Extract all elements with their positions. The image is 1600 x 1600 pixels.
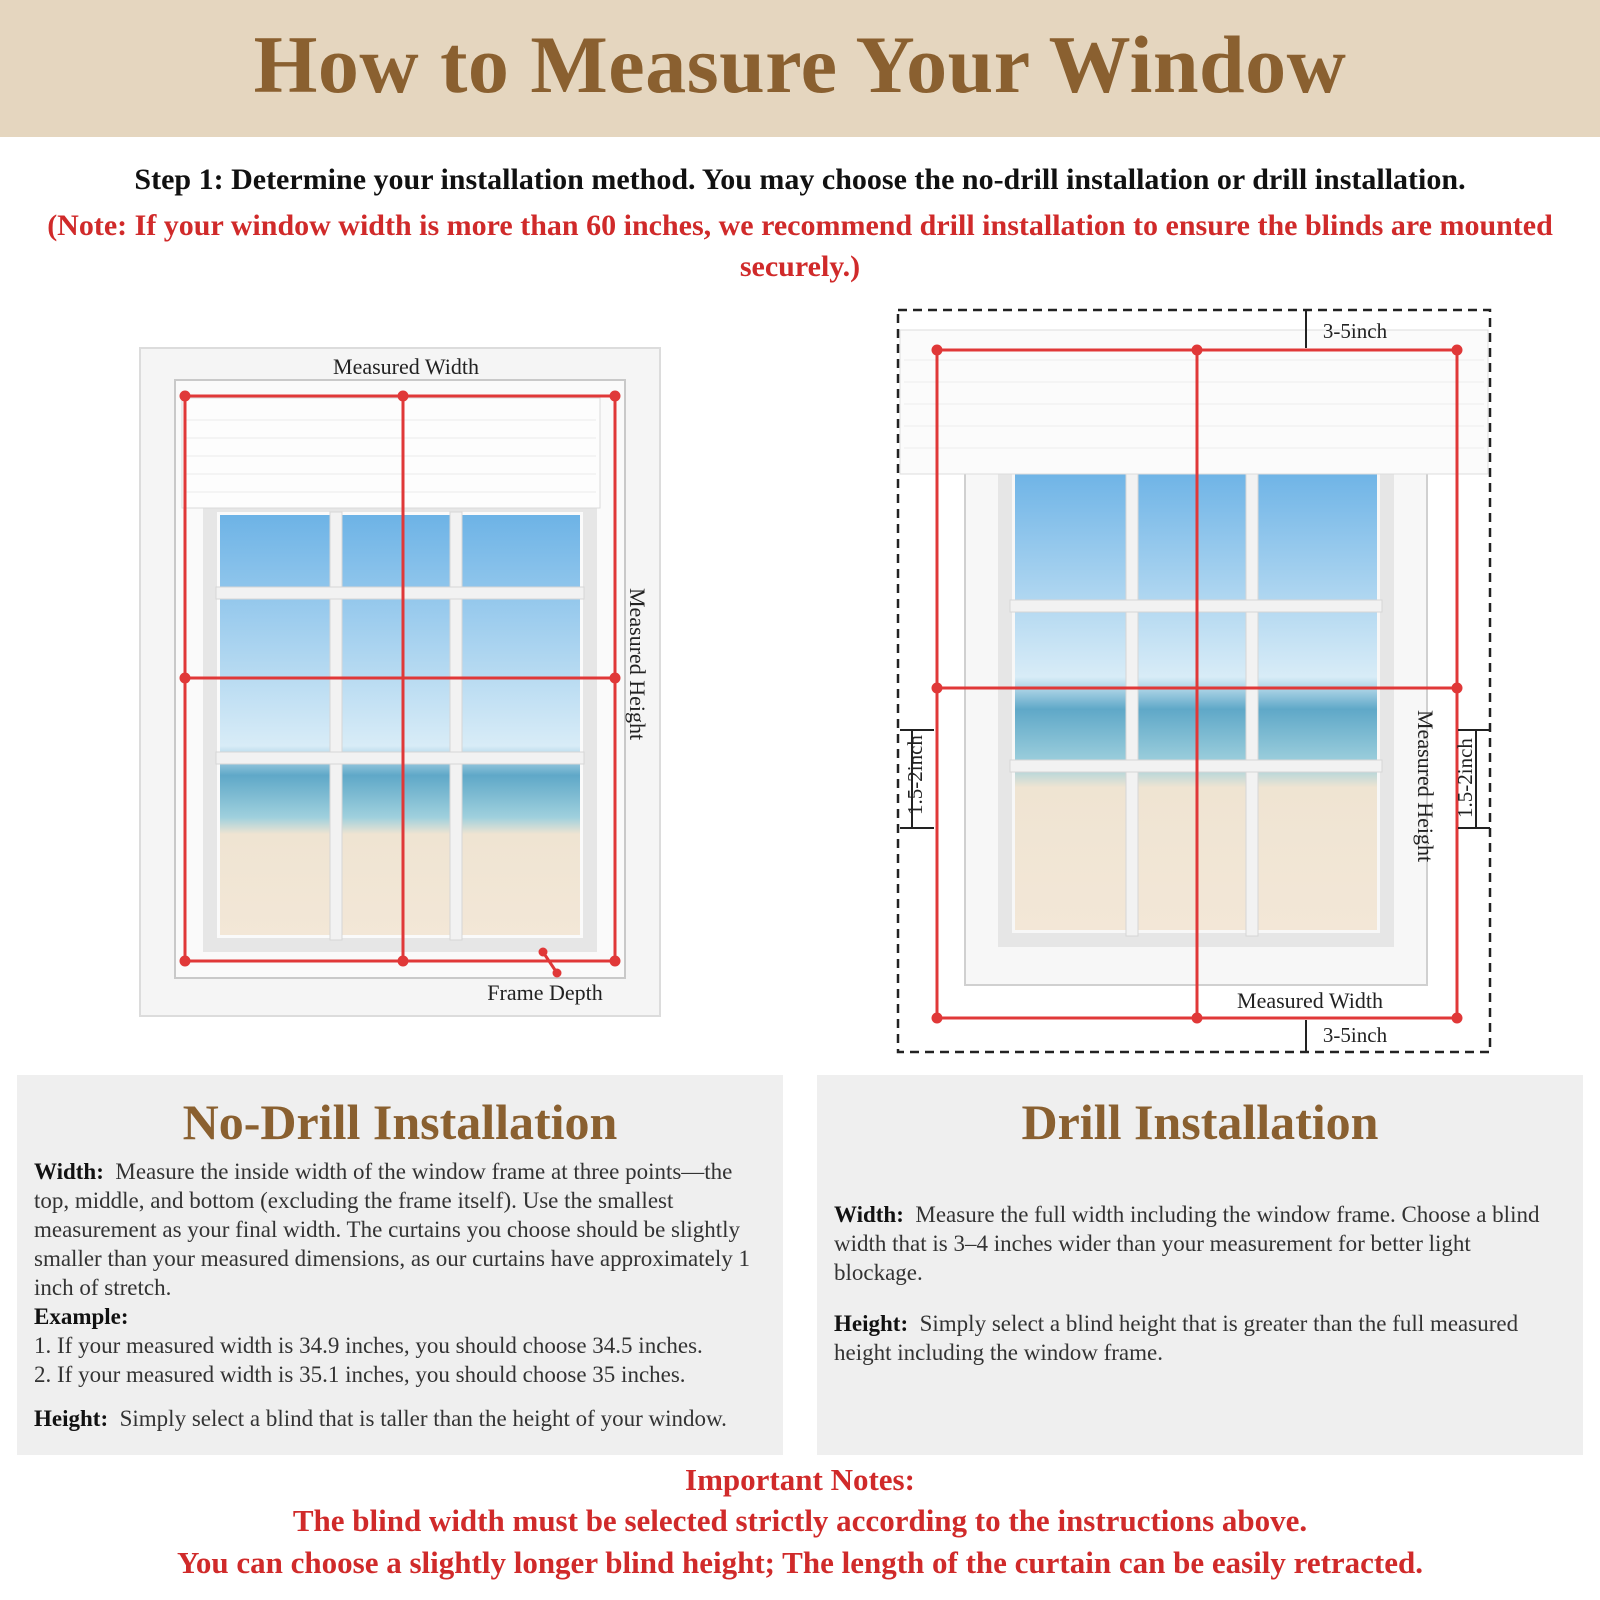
important-note-1: The blind width must be selected strictly according to the instructions above. — [292, 1503, 1308, 1538]
example-label: Example: — [34, 1304, 129, 1329]
left-side-label: 1.5-2inch — [903, 735, 927, 815]
no-drill-title: No-Drill Installation — [182, 1094, 618, 1150]
height-text: Simply select a blind that is taller than the height of your window. — [119, 1406, 727, 1431]
window-glass — [220, 515, 580, 935]
width-text: Measure the inside width of the window frame at three points—the top, middle, and bottom (excluding the frame itself). Use the smallest measurement as your final width. The curtains you choose should be slightly smaller than your measured dimensions, as our curtains have approximately 1 inch of stretch. — [34, 1159, 750, 1300]
drill-note: (Note: If your window width is more than 60 inches, we recommend drill installation to ensure the blinds are mounted securely.) — [47, 209, 1553, 283]
width-text: Measure the full width including the window frame. Choose a blind width that is 3–4 inches wider than your measurement for better light blockage. — [834, 1202, 1540, 1285]
drill-window-diagram — [890, 300, 1510, 1060]
measured-width-label: Measured Width — [1237, 988, 1383, 1013]
important-notes-title: Important Notes: — [685, 1462, 915, 1497]
measured-height-label: Measured Height — [1413, 710, 1438, 863]
drill-panel — [817, 1075, 1583, 1455]
no-drill-height — [34, 1404, 765, 1433]
example-2: 2. If your measured width is 35.1 inches, you should choose 35 inches. — [34, 1362, 686, 1387]
width-label: Width: — [34, 1159, 104, 1184]
no-drill-window-diagram — [130, 340, 670, 1030]
step-1-text: Step 1: Determine your installation method. You may choose the no-drill installation or drill installation. — [134, 163, 1466, 196]
top-margin-label: 3-5inch — [1322, 319, 1388, 343]
no-drill-width — [34, 1157, 765, 1302]
no-drill-panel — [17, 1075, 783, 1455]
page-title: How to Measure Your Window — [253, 19, 1347, 110]
width-label: Width: — [834, 1202, 904, 1227]
no-drill-body — [34, 1157, 765, 1433]
drill-height — [834, 1309, 1565, 1367]
height-text: Simply select a blind height that is greater than the full measured height including the window frame. — [834, 1311, 1519, 1365]
measured-width-label: Measured Width — [333, 354, 479, 379]
drill-body — [834, 1200, 1565, 1367]
bottom-margin-label: 3-5inch — [1322, 1023, 1388, 1047]
frame-depth-label: Frame Depth — [487, 980, 603, 1005]
example-1: 1. If your measured width is 34.9 inches, you should choose 34.5 inches. — [34, 1333, 703, 1358]
height-label: Height: — [34, 1406, 109, 1431]
drill-title: Drill Installation — [1021, 1094, 1379, 1150]
measured-height-label: Measured Height — [625, 588, 650, 741]
height-label: Height: — [834, 1311, 909, 1336]
drill-width — [834, 1200, 1565, 1287]
important-note-2: You can choose a slightly longer blind height; The length of the curtain can be easily retracted. — [176, 1545, 1424, 1580]
right-side-label: 1.5-2inch — [1453, 738, 1477, 818]
